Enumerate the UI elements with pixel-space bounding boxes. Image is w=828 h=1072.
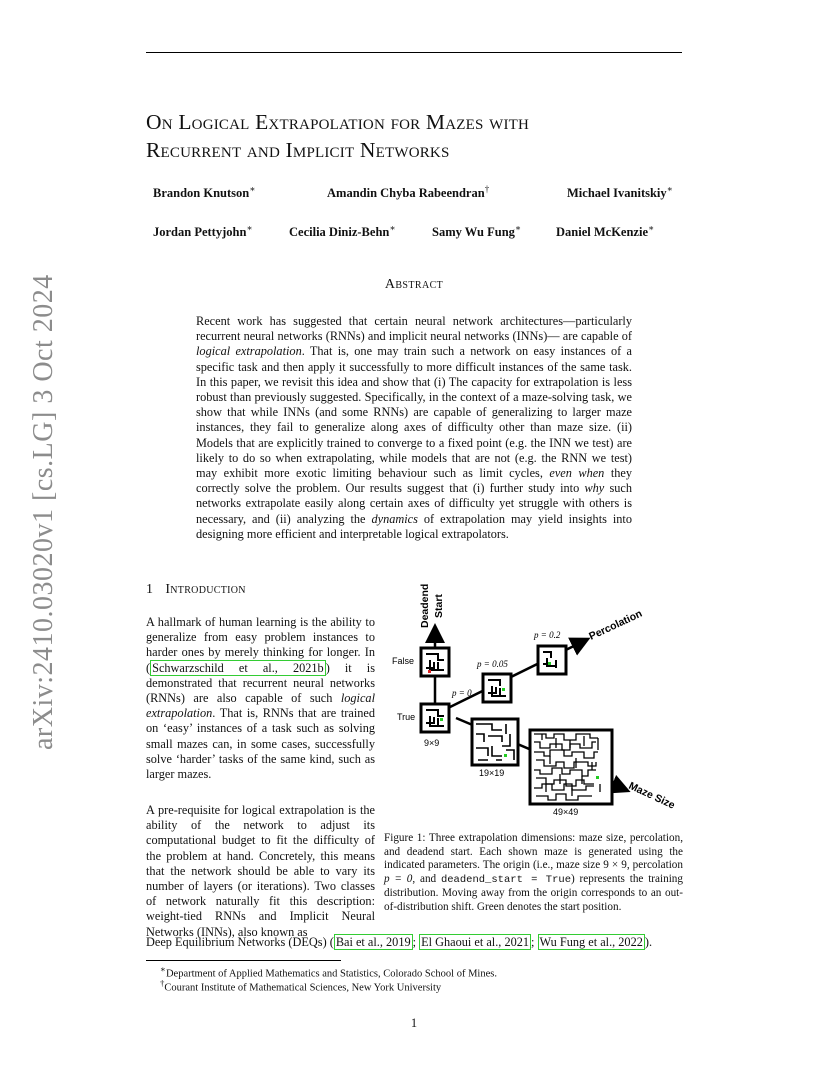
author: Daniel McKenzie∗ bbox=[556, 223, 655, 240]
figure-1-diagram bbox=[386, 578, 686, 828]
label-p005: p = 0.05 bbox=[477, 659, 508, 669]
maze-size-axis-label: Maze Size bbox=[626, 779, 677, 812]
author: Cecilia Diniz-Behn∗ bbox=[289, 223, 396, 240]
author: Jordan Pettyjohn∗ bbox=[153, 223, 253, 240]
maze-origin bbox=[421, 704, 449, 732]
label-p02: p = 0.2 bbox=[534, 630, 561, 640]
start-axis-label: Start bbox=[433, 594, 445, 618]
top-rule bbox=[146, 52, 682, 53]
title-line-2: Recurrent and Implicit Networks bbox=[146, 138, 450, 162]
author: Samy Wu Fung∗ bbox=[432, 223, 522, 240]
footnote-2: †Courant Institute of Mathematical Sciences, New York University bbox=[160, 978, 442, 994]
label-19x19: 19×19 bbox=[479, 768, 505, 778]
maze-19x19 bbox=[472, 719, 518, 765]
section-heading: 1 Introduction bbox=[146, 582, 246, 597]
label-true: True bbox=[397, 712, 416, 722]
author: Michael Ivanitskiy∗ bbox=[567, 184, 673, 201]
percolation-axis-label: Percolation bbox=[587, 607, 645, 643]
intro-paragraph-1: A hallmark of human learning is the ability to generalize from easy problem instances to harder ones by merely thinking for longer. In ( Schwarzschild et al., 2021b ) it is demonstrated that recurrent neural networks (RNNs) are also capable of such logical extrapolation. That is, RNNs that are trained on ‘easy’ instances of a task such as solving small mazes can, in some cases, successfully solve ‘harder’ tasks of the same kind, such as larger mazes. bbox=[146, 615, 375, 782]
maze-percolation-005 bbox=[483, 674, 511, 702]
paper-title bbox=[146, 108, 706, 164]
author: Brandon Knutson∗ bbox=[153, 184, 256, 201]
abstract-heading: Abstract bbox=[384, 277, 444, 292]
intro-paragraph-2-tail: Deep Equilibrium Networks (DEQs) ( Bai et al., 2019 ; El Ghaoui et al., 2021 ; Wu Fung et al., 2022 ). bbox=[146, 935, 653, 949]
deadend-axis-label: Deadend bbox=[419, 583, 431, 628]
maze-deadend-false bbox=[421, 648, 449, 676]
intro-paragraph-2: A pre-requisite for logical extrapolation is the ability of the network to adjust its computational budget to fit the difficulty of the problem at hand. Concretely, this means that the network should be able to vary its number of layers (or iterations). Two classes of network naturally fit this description: weight-tied RNNs and Implicit Neural Networks (INNs), also known as bbox=[146, 803, 375, 939]
label-49x49: 49×49 bbox=[553, 807, 579, 817]
citation-link[interactable]: Schwarzschild et al., 2021b bbox=[152, 660, 324, 675]
footnote-rule bbox=[146, 960, 341, 961]
abstract-body: Recent work has suggested that certain neural network architectures—particularly recurrent neural networks (RNNs) and implicit neural networks (INNs)— are capable of logical extrapolation. That is, one may train such a network on easy instances of a specific task and then apply it successfully to more difficult instances of the same task. In this paper, we revisit this idea and show that (i) The capacity for extrapolation is less robust than previously suggested. Specifically, in the context of a maze-solving task, we show that while INNs (and some RNNs) are capable of generalizing to larger maze instances, they fail to generalize along axes of difficulty other than maze size. (ii) Models that are explicitly trained to converge to a fixed point (e.g. the INN we test) are likely to do so when extrapolating, while models that are not (e.g. the RNN we test) may exhibit more exotic limiting behaviour such as limit cycles, even when they correctly solve the problem. Our results suggest that (i) further study into why such networks extrapolate easily along certain axes of difficulty yet struggle with others is necessary, and (ii) analyzing the dynamics of extrapolation may yield insights into designing more efficient and interpretable logical extrapolators. bbox=[196, 314, 632, 541]
arxiv-stamp: arXiv:2410.03020v1 [cs.LG] 3 Oct 2024 bbox=[28, 274, 59, 750]
page-number: 1 bbox=[410, 1016, 418, 1030]
label-false: False bbox=[392, 656, 415, 666]
maze-49x49 bbox=[530, 730, 612, 804]
author: Amandin Chyba Rabeendran† bbox=[327, 184, 490, 201]
citation-link[interactable]: El Ghaoui et al., 2021 bbox=[421, 935, 530, 949]
citation-link[interactable]: Bai et al., 2019 bbox=[335, 935, 411, 949]
footnote-1: ∗Department of Applied Mathematics and Statistics, Colorado School of Mines. bbox=[160, 964, 497, 980]
label-9x9: 9×9 bbox=[424, 738, 440, 748]
label-p0: p = 0 bbox=[452, 688, 472, 698]
figure-1-caption: Figure 1: Three extrapolation dimensions: maze size, percolation, and deadend start. Each shown maze is generated using the indicated parameters. The origin (i.e., maze size 9 × 9, percolation p = 0, and deadend_start = True) represents the training distribution. Moving away from the origin corresponds to an out-of-distribution shift. Green denotes the start position. bbox=[384, 832, 683, 913]
title-line-1: On Logical Extrapolation for Mazes with bbox=[146, 110, 530, 134]
citation-link[interactable]: Wu Fung et al., 2022 bbox=[539, 935, 643, 949]
maze-percolation-02 bbox=[538, 646, 566, 674]
